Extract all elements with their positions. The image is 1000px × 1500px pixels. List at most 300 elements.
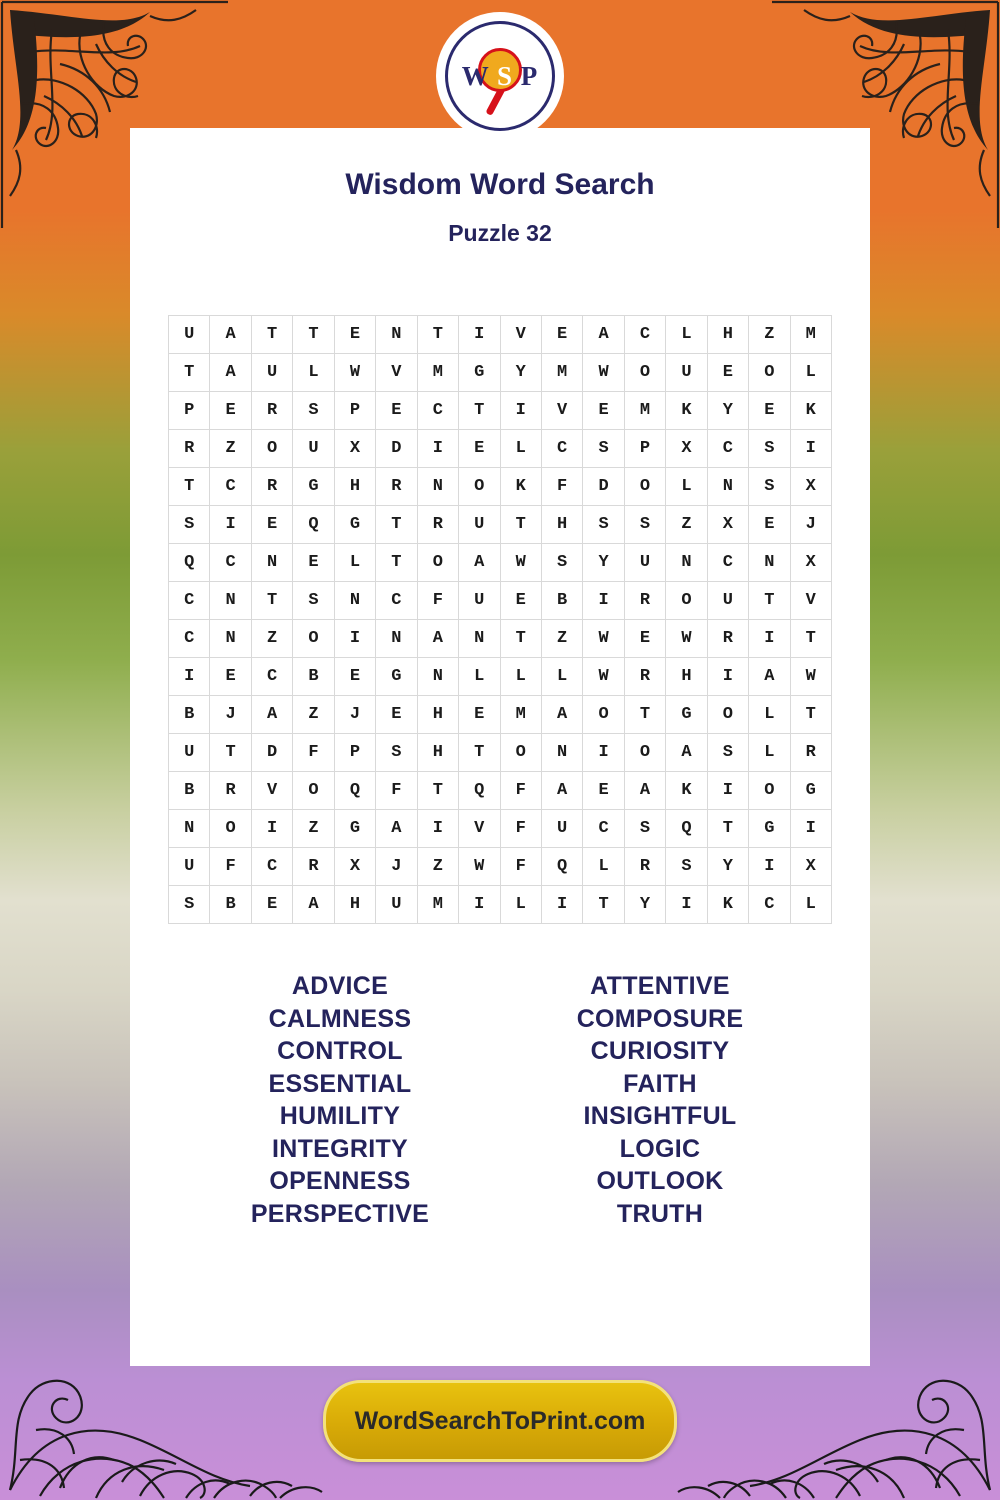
letter-cell[interactable]: E: [707, 354, 748, 392]
letter-grid-row: [169, 848, 832, 886]
letter-cell[interactable]: S: [624, 506, 665, 544]
letter-cell[interactable]: I: [459, 886, 500, 924]
letter-cell[interactable]: Y: [624, 886, 665, 924]
letter-cell[interactable]: N: [417, 468, 458, 506]
letter-cell[interactable]: M: [790, 316, 831, 354]
letter-cell[interactable]: P: [169, 392, 210, 430]
letter-cell[interactable]: N: [376, 316, 417, 354]
letter-cell[interactable]: I: [749, 620, 790, 658]
letter-cell[interactable]: L: [334, 544, 375, 582]
letter-cell[interactable]: E: [624, 620, 665, 658]
letter-cell[interactable]: C: [417, 392, 458, 430]
letter-cell[interactable]: Q: [293, 506, 334, 544]
letter-cell[interactable]: U: [251, 354, 292, 392]
letter-cell[interactable]: S: [749, 468, 790, 506]
letter-cell[interactable]: L: [666, 316, 707, 354]
letter-cell[interactable]: N: [376, 620, 417, 658]
letter-cell[interactable]: G: [790, 772, 831, 810]
word-list-item: INSIGHTFUL: [583, 1102, 737, 1130]
letter-cell[interactable]: A: [376, 810, 417, 848]
letter-cell[interactable]: H: [417, 734, 458, 772]
letter-cell[interactable]: I: [749, 848, 790, 886]
letter-cell[interactable]: V: [376, 354, 417, 392]
letter-grid: [168, 315, 832, 924]
letter-cell[interactable]: U: [376, 886, 417, 924]
letter-cell[interactable]: Q: [169, 544, 210, 582]
letter-cell[interactable]: L: [459, 658, 500, 696]
letter-cell[interactable]: O: [417, 544, 458, 582]
letter-cell[interactable]: N: [251, 544, 292, 582]
letter-cell[interactable]: L: [500, 430, 541, 468]
letter-grid-row: [169, 392, 832, 430]
letter-cell[interactable]: I: [583, 582, 624, 620]
letter-cell[interactable]: I: [541, 886, 582, 924]
letter-cell[interactable]: O: [251, 430, 292, 468]
letter-cell[interactable]: T: [459, 392, 500, 430]
letter-cell[interactable]: G: [749, 810, 790, 848]
letter-cell[interactable]: I: [500, 392, 541, 430]
letter-grid-row: [169, 734, 832, 772]
letter-cell[interactable]: I: [417, 430, 458, 468]
letter-cell[interactable]: I: [707, 658, 748, 696]
letter-cell[interactable]: E: [459, 430, 500, 468]
letter-cell[interactable]: E: [541, 316, 582, 354]
letter-cell[interactable]: N: [169, 810, 210, 848]
letter-cell[interactable]: V: [790, 582, 831, 620]
letter-grid-row: [169, 658, 832, 696]
word-list-left-column: [190, 970, 490, 1230]
letter-cell[interactable]: R: [790, 734, 831, 772]
letter-cell[interactable]: H: [334, 468, 375, 506]
letter-cell[interactable]: C: [749, 886, 790, 924]
letter-cell[interactable]: C: [707, 430, 748, 468]
letter-cell[interactable]: E: [500, 582, 541, 620]
letter-cell[interactable]: S: [749, 430, 790, 468]
letter-cell[interactable]: L: [541, 658, 582, 696]
letter-grid-container: [168, 315, 832, 924]
letter-cell[interactable]: W: [666, 620, 707, 658]
letter-cell[interactable]: J: [334, 696, 375, 734]
letter-cell[interactable]: A: [210, 354, 251, 392]
letter-cell[interactable]: U: [169, 316, 210, 354]
letter-cell[interactable]: T: [459, 734, 500, 772]
letter-grid-row: [169, 886, 832, 924]
letter-cell[interactable]: F: [500, 810, 541, 848]
word-list-item: COMPOSURE: [576, 1004, 744, 1033]
letter-cell[interactable]: O: [293, 620, 334, 658]
letter-cell[interactable]: S: [293, 392, 334, 430]
letter-cell[interactable]: M: [541, 354, 582, 392]
letter-cell[interactable]: W: [790, 658, 831, 696]
letter-grid-row: [169, 468, 832, 506]
word-list-item: CURIOSITY: [590, 1037, 730, 1065]
letter-cell[interactable]: B: [169, 696, 210, 734]
letter-cell[interactable]: N: [210, 582, 251, 620]
letter-cell[interactable]: B: [210, 886, 251, 924]
letter-cell[interactable]: T: [790, 620, 831, 658]
letter-grid-row: [169, 544, 832, 582]
letter-cell[interactable]: I: [210, 506, 251, 544]
letter-cell[interactable]: E: [583, 392, 624, 430]
letter-cell[interactable]: G: [376, 658, 417, 696]
letter-cell[interactable]: X: [790, 848, 831, 886]
letter-cell[interactable]: Z: [210, 430, 251, 468]
letter-cell[interactable]: X: [707, 506, 748, 544]
letter-cell[interactable]: A: [583, 316, 624, 354]
letter-cell[interactable]: U: [459, 506, 500, 544]
letter-cell[interactable]: O: [624, 734, 665, 772]
letter-cell[interactable]: J: [376, 848, 417, 886]
letter-cell[interactable]: I: [334, 620, 375, 658]
letter-cell[interactable]: T: [624, 696, 665, 734]
letter-cell[interactable]: S: [583, 506, 624, 544]
letter-cell[interactable]: O: [624, 354, 665, 392]
letter-cell[interactable]: X: [666, 430, 707, 468]
letter-cell[interactable]: V: [459, 810, 500, 848]
letter-cell[interactable]: L: [790, 886, 831, 924]
letter-cell[interactable]: R: [376, 468, 417, 506]
letter-cell[interactable]: Z: [749, 316, 790, 354]
letter-cell[interactable]: D: [583, 468, 624, 506]
letter-cell[interactable]: O: [293, 772, 334, 810]
letter-cell[interactable]: Q: [666, 810, 707, 848]
letter-grid-row: [169, 696, 832, 734]
letter-cell[interactable]: Z: [251, 620, 292, 658]
letter-cell[interactable]: A: [541, 696, 582, 734]
letter-cell[interactable]: Z: [293, 696, 334, 734]
letter-cell[interactable]: Z: [417, 848, 458, 886]
letter-cell[interactable]: T: [169, 354, 210, 392]
letter-cell[interactable]: F: [293, 734, 334, 772]
letter-cell[interactable]: W: [583, 658, 624, 696]
letter-cell[interactable]: K: [500, 468, 541, 506]
letter-cell[interactable]: B: [293, 658, 334, 696]
letter-cell[interactable]: F: [376, 772, 417, 810]
letter-cell[interactable]: O: [666, 582, 707, 620]
word-list-right-column: [510, 970, 810, 1230]
website-label: WordSearchToPrint.com: [354, 1406, 646, 1435]
letter-cell[interactable]: S: [293, 582, 334, 620]
letter-cell[interactable]: E: [251, 886, 292, 924]
letter-cell[interactable]: Y: [500, 354, 541, 392]
letter-cell[interactable]: J: [790, 506, 831, 544]
letter-cell[interactable]: R: [624, 658, 665, 696]
letter-cell[interactable]: E: [749, 506, 790, 544]
letter-cell[interactable]: T: [417, 316, 458, 354]
letter-cell[interactable]: C: [210, 544, 251, 582]
letter-cell[interactable]: A: [251, 696, 292, 734]
letter-cell[interactable]: I: [251, 810, 292, 848]
letter-cell[interactable]: V: [500, 316, 541, 354]
letter-cell[interactable]: R: [293, 848, 334, 886]
letter-cell[interactable]: L: [500, 658, 541, 696]
letter-cell[interactable]: F: [541, 468, 582, 506]
letter-cell[interactable]: U: [169, 734, 210, 772]
letter-cell[interactable]: X: [334, 848, 375, 886]
letter-cell[interactable]: C: [251, 658, 292, 696]
letter-cell[interactable]: E: [334, 316, 375, 354]
letter-grid-row: [169, 582, 832, 620]
letter-cell[interactable]: X: [790, 468, 831, 506]
letter-cell[interactable]: O: [210, 810, 251, 848]
letter-cell[interactable]: C: [583, 810, 624, 848]
letter-cell[interactable]: T: [169, 468, 210, 506]
letter-cell[interactable]: X: [790, 544, 831, 582]
letter-cell[interactable]: R: [624, 848, 665, 886]
letter-cell[interactable]: E: [334, 658, 375, 696]
letter-cell[interactable]: O: [749, 772, 790, 810]
letter-cell[interactable]: S: [169, 886, 210, 924]
letter-grid-row: [169, 430, 832, 468]
letter-cell[interactable]: G: [459, 354, 500, 392]
letter-cell[interactable]: A: [210, 316, 251, 354]
letter-cell[interactable]: Z: [293, 810, 334, 848]
letter-cell[interactable]: X: [334, 430, 375, 468]
word-list-item: PERSPECTIVE: [250, 1199, 430, 1228]
letter-cell[interactable]: S: [583, 430, 624, 468]
letter-cell[interactable]: T: [210, 734, 251, 772]
letter-grid-row: [169, 772, 832, 810]
letter-cell[interactable]: V: [251, 772, 292, 810]
letter-cell[interactable]: T: [251, 582, 292, 620]
logo-letters: [462, 61, 539, 92]
letter-cell[interactable]: J: [210, 696, 251, 734]
word-list-item: INTEGRITY: [271, 1134, 409, 1163]
letter-cell[interactable]: H: [666, 658, 707, 696]
letter-cell[interactable]: Y: [707, 848, 748, 886]
word-list-item: LOGIC: [619, 1134, 701, 1163]
website-button[interactable]: [323, 1380, 677, 1462]
word-list-item: OUTLOOK: [596, 1167, 724, 1195]
letter-cell[interactable]: C: [169, 582, 210, 620]
letter-cell[interactable]: T: [790, 696, 831, 734]
letter-cell[interactable]: G: [666, 696, 707, 734]
logo-letter-w: W: [461, 60, 490, 91]
letter-cell[interactable]: R: [251, 468, 292, 506]
letter-cell[interactable]: M: [417, 886, 458, 924]
letter-cell[interactable]: W: [583, 354, 624, 392]
letter-cell[interactable]: G: [334, 810, 375, 848]
letter-cell[interactable]: I: [666, 886, 707, 924]
letter-cell[interactable]: C: [707, 544, 748, 582]
letter-cell[interactable]: T: [417, 772, 458, 810]
word-list-item: CALMNESS: [268, 1004, 412, 1033]
letter-cell[interactable]: B: [169, 772, 210, 810]
letter-cell[interactable]: T: [500, 506, 541, 544]
letter-cell[interactable]: E: [376, 392, 417, 430]
letter-cell[interactable]: W: [500, 544, 541, 582]
letter-cell[interactable]: S: [169, 506, 210, 544]
letter-cell[interactable]: F: [417, 582, 458, 620]
letter-cell[interactable]: K: [666, 392, 707, 430]
letter-cell[interactable]: Z: [541, 620, 582, 658]
letter-cell[interactable]: U: [624, 544, 665, 582]
puzzle-number: Puzzle 32: [448, 220, 552, 246]
word-list-item: OPENNESS: [269, 1167, 411, 1195]
letter-cell[interactable]: V: [541, 392, 582, 430]
letter-grid-row: [169, 354, 832, 392]
letter-cell[interactable]: U: [541, 810, 582, 848]
letter-cell[interactable]: M: [500, 696, 541, 734]
letter-cell[interactable]: C: [210, 468, 251, 506]
word-list-item: FAITH: [623, 1069, 697, 1098]
letter-cell[interactable]: E: [459, 696, 500, 734]
letter-cell[interactable]: S: [624, 810, 665, 848]
letter-cell[interactable]: O: [459, 468, 500, 506]
letter-cell[interactable]: T: [583, 886, 624, 924]
letter-cell[interactable]: K: [666, 772, 707, 810]
letter-cell[interactable]: T: [251, 316, 292, 354]
letter-cell[interactable]: E: [376, 696, 417, 734]
letter-cell[interactable]: K: [790, 392, 831, 430]
letter-cell[interactable]: O: [583, 696, 624, 734]
letter-cell[interactable]: C: [169, 620, 210, 658]
letter-cell[interactable]: A: [624, 772, 665, 810]
letter-cell[interactable]: S: [707, 734, 748, 772]
brand-logo: [436, 12, 564, 140]
letter-cell[interactable]: O: [707, 696, 748, 734]
worksheet: [130, 128, 870, 1366]
letter-cell[interactable]: F: [210, 848, 251, 886]
letter-cell[interactable]: P: [334, 392, 375, 430]
letter-cell[interactable]: M: [417, 354, 458, 392]
letter-cell[interactable]: I: [707, 772, 748, 810]
letter-cell[interactable]: I: [169, 658, 210, 696]
page-title: Wisdom Word Search: [345, 168, 655, 201]
letter-cell[interactable]: A: [666, 734, 707, 772]
letter-cell[interactable]: U: [666, 354, 707, 392]
letter-cell[interactable]: U: [459, 582, 500, 620]
letter-cell[interactable]: O: [749, 354, 790, 392]
letter-cell[interactable]: N: [666, 544, 707, 582]
letter-cell[interactable]: A: [293, 886, 334, 924]
letter-cell[interactable]: W: [583, 620, 624, 658]
letter-cell[interactable]: C: [624, 316, 665, 354]
word-list-item: CONTROL: [277, 1037, 403, 1065]
letter-cell[interactable]: L: [583, 848, 624, 886]
letter-cell[interactable]: N: [707, 468, 748, 506]
letter-cell[interactable]: I: [790, 430, 831, 468]
letter-cell[interactable]: T: [749, 582, 790, 620]
letter-cell[interactable]: L: [749, 734, 790, 772]
letter-cell[interactable]: E: [251, 506, 292, 544]
letter-cell[interactable]: G: [334, 506, 375, 544]
letter-cell[interactable]: Q: [334, 772, 375, 810]
letter-cell[interactable]: L: [293, 354, 334, 392]
letter-cell[interactable]: L: [749, 696, 790, 734]
letter-cell[interactable]: H: [541, 506, 582, 544]
letter-grid-row: [169, 620, 832, 658]
letter-cell[interactable]: R: [624, 582, 665, 620]
letter-cell[interactable]: I: [790, 810, 831, 848]
letter-cell[interactable]: I: [417, 810, 458, 848]
letter-cell[interactable]: A: [417, 620, 458, 658]
letter-cell[interactable]: L: [790, 354, 831, 392]
letter-cell[interactable]: T: [293, 316, 334, 354]
letter-cell[interactable]: R: [707, 620, 748, 658]
letter-grid-body: [169, 316, 832, 924]
letter-cell[interactable]: N: [334, 582, 375, 620]
letter-cell[interactable]: Q: [459, 772, 500, 810]
logo-letter-s: S: [496, 60, 514, 91]
letter-cell[interactable]: E: [210, 658, 251, 696]
letter-cell[interactable]: N: [459, 620, 500, 658]
letter-cell[interactable]: E: [583, 772, 624, 810]
letter-cell[interactable]: F: [500, 772, 541, 810]
letter-cell[interactable]: S: [376, 734, 417, 772]
letter-cell[interactable]: C: [376, 582, 417, 620]
letter-cell[interactable]: E: [210, 392, 251, 430]
logo-letter-p: P: [520, 60, 539, 91]
letter-cell[interactable]: Y: [583, 544, 624, 582]
letter-cell[interactable]: S: [541, 544, 582, 582]
letter-cell[interactable]: C: [251, 848, 292, 886]
letter-cell[interactable]: N: [417, 658, 458, 696]
letter-cell[interactable]: K: [707, 886, 748, 924]
letter-cell[interactable]: R: [417, 506, 458, 544]
letter-cell[interactable]: I: [583, 734, 624, 772]
letter-cell[interactable]: G: [293, 468, 334, 506]
letter-cell[interactable]: Z: [666, 506, 707, 544]
letter-cell[interactable]: S: [666, 848, 707, 886]
letter-cell[interactable]: F: [500, 848, 541, 886]
letter-cell[interactable]: A: [541, 772, 582, 810]
letter-cell[interactable]: H: [417, 696, 458, 734]
letter-cell[interactable]: O: [624, 468, 665, 506]
letter-cell[interactable]: B: [541, 582, 582, 620]
letter-cell[interactable]: T: [376, 506, 417, 544]
letter-cell[interactable]: L: [500, 886, 541, 924]
letter-cell[interactable]: H: [334, 886, 375, 924]
letter-cell[interactable]: M: [624, 392, 665, 430]
letter-grid-row: [169, 316, 832, 354]
letter-cell[interactable]: U: [169, 848, 210, 886]
letter-cell[interactable]: R: [169, 430, 210, 468]
word-list-item: HUMILITY: [279, 1102, 401, 1130]
letter-cell[interactable]: P: [624, 430, 665, 468]
letter-cell[interactable]: L: [666, 468, 707, 506]
letter-cell[interactable]: D: [251, 734, 292, 772]
letter-cell[interactable]: H: [707, 316, 748, 354]
letter-cell[interactable]: A: [459, 544, 500, 582]
letter-cell[interactable]: N: [541, 734, 582, 772]
letter-cell[interactable]: T: [376, 544, 417, 582]
letter-grid-row: [169, 506, 832, 544]
letter-cell[interactable]: C: [541, 430, 582, 468]
letter-cell[interactable]: E: [293, 544, 334, 582]
letter-cell[interactable]: N: [210, 620, 251, 658]
letter-cell[interactable]: O: [500, 734, 541, 772]
letter-cell[interactable]: E: [749, 392, 790, 430]
letter-cell[interactable]: U: [293, 430, 334, 468]
letter-cell[interactable]: P: [334, 734, 375, 772]
letter-cell[interactable]: D: [376, 430, 417, 468]
letter-cell[interactable]: W: [459, 848, 500, 886]
letter-cell[interactable]: U: [707, 582, 748, 620]
word-list-item: ADVICE: [291, 972, 389, 1000]
letter-cell[interactable]: W: [334, 354, 375, 392]
letter-cell[interactable]: T: [500, 620, 541, 658]
letter-cell[interactable]: I: [459, 316, 500, 354]
letter-grid-row: [169, 810, 832, 848]
letter-cell[interactable]: T: [707, 810, 748, 848]
letter-cell[interactable]: A: [749, 658, 790, 696]
letter-cell[interactable]: Q: [541, 848, 582, 886]
letter-cell[interactable]: Y: [707, 392, 748, 430]
letter-cell[interactable]: R: [251, 392, 292, 430]
letter-cell[interactable]: R: [210, 772, 251, 810]
letter-cell[interactable]: N: [749, 544, 790, 582]
